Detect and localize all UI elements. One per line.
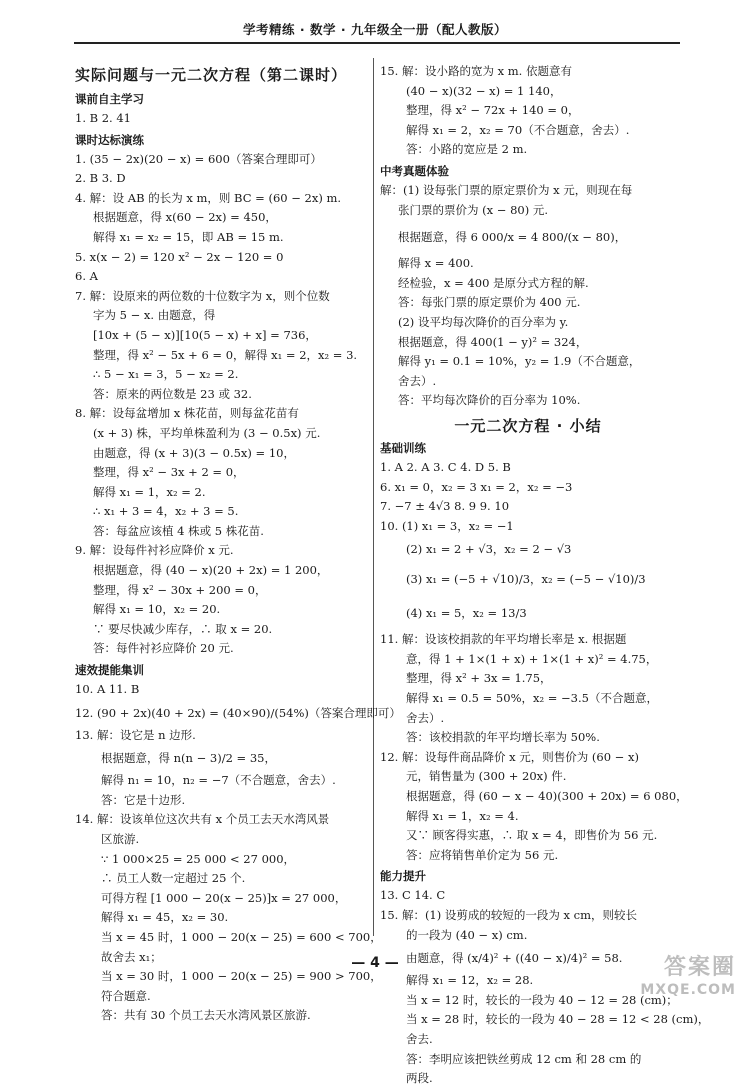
answer-line: 5. x(x − 2) = 120 x² − 2x − 120 = 0: [75, 249, 284, 264]
answer-line: 答：该校捐款的年平均增长率为 50%.: [406, 730, 600, 745]
answer-line: ∴ 5 − x₁ = 3，5 − x₂ = 2.: [93, 367, 239, 382]
answer-line: 区旅游.: [101, 832, 140, 846]
skills-list: [75, 680, 401, 1026]
answer-line: 由题意，得 (x/4)² + ((40 − x)/4)² = 58.: [406, 951, 623, 966]
answer-line: 11. 解：设该校捐款的年平均增长率是 x. 根据题: [380, 632, 627, 647]
problem-15-list: [380, 62, 676, 160]
answer-line: 1. (35 − 2x)(20 − x) = 600（答案合理即可）: [75, 151, 322, 166]
answer-line: 整理，得 x² − 30x + 200 = 0，: [93, 582, 267, 597]
answer-line: (4) x₁ = 5，x₂ = 13/3: [406, 606, 527, 621]
answer-line: 舍去）.: [398, 373, 437, 388]
answer-line: 答：李明应该把铁丝剪成 12 cm 和 28 cm 的: [406, 1051, 642, 1066]
answer-line: 10. A 11. B: [75, 682, 140, 697]
section-heading-practice: 课时达标演练: [75, 132, 144, 147]
watermark-logo: [618, 956, 736, 1008]
answer-line: 答：每件衬衫应降价 20 元.: [93, 641, 234, 656]
page-header: 学考精练 · 数学 · 九年级全一册（配人教版）: [243, 22, 507, 37]
answer-line: 根据题意，得 6 000/x = 4 800/(x − 80)，: [398, 230, 627, 245]
answer-line: 舍去）.: [406, 710, 445, 725]
answer-line: 13. 解：设它是 n 边形.: [75, 727, 196, 742]
column-divider: [373, 58, 374, 936]
answer-line: 字为 5 − x. 由题意，得: [93, 308, 216, 323]
answer-line: 1. A 2. A 3. C 4. D 5. B: [380, 459, 511, 474]
answer-line: 解得 x₁ = 10，x₂ = 20.: [93, 602, 221, 617]
section-heading-advanced: 能力提升: [380, 869, 426, 884]
answer-line: ∴ x₁ + 3 = 4，x₂ + 3 = 5.: [93, 504, 239, 519]
answer-line: [10x + (5 − x)][10(5 − x) + x] = 736，: [93, 327, 317, 342]
answer-line: 整理，得 x² − 5x + 6 = 0，解得 x₁ = 2，x₂ = 3.: [93, 347, 358, 362]
answer-line: 7. −7 ± 4√3 8. 9 9. 10: [380, 499, 510, 514]
answer-line: 根据题意，得 (40 − x)(20 + 2x) = 1 200，: [93, 563, 329, 578]
answer-line: 6. A: [75, 269, 98, 284]
answer-line: 当 x = 30 时，1 000 − 20(x − 25) = 900 > 700，: [101, 969, 382, 984]
answer-line: 答：应将销售单价定为 56 元.: [406, 847, 559, 862]
answer-line: 答：原来的两位数是 23 或 32.: [93, 386, 252, 401]
answer-line: 根据题意，得 x(60 − 2x) = 450，: [93, 210, 277, 225]
answer-line: 根据题意，得 400(1 − y)² = 324，: [398, 334, 588, 349]
practice-list: [75, 150, 367, 659]
answer-line: (40 − x)(32 − x) = 1 140，: [406, 83, 562, 98]
answer-line: 解得 x₁ = 45，x₂ = 30.: [101, 910, 229, 925]
answer-line: 解得 x₁ = 2，x₂ = 70（不合题意，舍去）.: [406, 122, 630, 137]
answer-line: 解得 x = 400.: [398, 256, 474, 271]
basic-list: [380, 458, 688, 866]
answer-line: 12. (90 + 2x)(40 + 2x) = (40×90)/(54%)（答案合理即可）: [75, 705, 401, 720]
answer-line: 15. 解：设小路的宽为 x m. 依题意有: [380, 64, 572, 78]
answer-line: 答：每盆应该植 4 株或 5 株花苗.: [93, 523, 264, 538]
watermark-url: MXQE.COM: [640, 982, 736, 998]
answer-line: 解得 n₁ = 10，n₂ = −7（不合题意，舍去）.: [101, 773, 336, 788]
answer-line: (2) x₁ = 2 + √3，x₂ = 2 − √3: [406, 542, 572, 557]
answer-line: 10. (1) x₁ = 3，x₂ = −1: [380, 518, 514, 533]
answer-line: 解得 x₁ = x₂ = 15，即 AB = 15 m.: [93, 229, 284, 244]
answer-line: 7. 解：设原来的两位数的十位数字为 x，则个位数: [75, 288, 330, 303]
answer-line: 整理，得 x² − 3x + 2 = 0，: [93, 465, 245, 480]
answer-line: 解得 x₁ = 0.5 = 50%，x₂ = −3.5（不合题意，: [406, 691, 658, 706]
answer-line: 答：它是十边形.: [101, 792, 186, 807]
section-heading-exam: 中考真题体验: [380, 163, 449, 178]
answer-line: 15. 解：(1) 设剪成的较短的一段为 x cm，则较长: [380, 908, 638, 922]
answer-line: 元，销售量为 (300 + 20x) 件.: [406, 769, 567, 784]
answer-line: 答：每张门票的原定票价为 400 元.: [398, 295, 581, 310]
section-heading-basic: 基础训练: [380, 440, 426, 455]
answer-line: (3) x₁ = (−5 + √10)/3，x₂ = (−5 − √10)/3: [406, 572, 646, 587]
answer-line: 张门票的票价为 (x − 80) 元.: [398, 202, 549, 217]
answer-line: 1. B 2. 41: [75, 111, 131, 125]
answer-line: 的一段为 (40 − x) cm.: [406, 927, 528, 942]
section-heading-pre-study: 课前自主学习: [75, 92, 144, 106]
answer-line: 可得方程 [1 000 − 20(x − 25)]x = 27 000，: [101, 890, 347, 905]
answer-line: 答：平均每次降价的百分率为 10%.: [398, 393, 581, 408]
answer-line: 当 x = 12 时，较长的一段为 40 − 12 = 28 (cm)；: [406, 992, 678, 1007]
answer-line: 根据题意，得 (60 − x − 40)(300 + 20x) = 6 080，: [406, 789, 688, 804]
answer-line: 解：(1) 设每张门票的原定票价为 x 元，则现在每: [380, 182, 633, 197]
exam-list: [380, 181, 676, 411]
answer-line: (x + 3) 株，平均单株盈利为 (3 − 0.5x) 元.: [93, 425, 321, 440]
answer-line: 答：小路的宽应是 2 m.: [406, 142, 528, 157]
answer-line: 符合题意.: [101, 988, 151, 1003]
answer-line: 由题意，得 (x + 3)(3 − 0.5x) = 10，: [93, 445, 295, 460]
answer-line: 解得 y₁ = 0.1 = 10%，y₂ = 1.9（不合题意，: [398, 354, 641, 369]
left-column: [75, 62, 401, 1026]
answer-line: 故舍去 x₁；: [101, 949, 162, 964]
answer-line: 6. x₁ = 0，x₂ = 3 x₁ = 2，x₂ = −3: [380, 479, 573, 494]
answer-line: 12. 解：设每件商品降价 x 元，则售价为 (60 − x): [380, 749, 639, 764]
header-rule: [74, 42, 680, 44]
answer-line: 解得 x₁ = 1，x₂ = 2.: [93, 484, 206, 499]
answer-line: 当 x = 45 时，1 000 − 20(x − 25) = 600 < 700，: [101, 929, 382, 944]
answer-line: 9. 解：设每件衬衫应降价 x 元.: [75, 543, 234, 558]
answer-line: 4. 解：设 AB 的长为 x m，则 BC = (60 − 2x) m.: [75, 190, 342, 205]
answer-line: 经检验，x = 400 是原分式方程的解.: [398, 275, 589, 290]
answer-line: 13. C 14. C: [380, 888, 446, 903]
answer-line: 当 x = 28 时，较长的一段为 40 − 28 = 12 < 28 (cm)，: [406, 1012, 710, 1027]
answer-line: 整理，得 x² − 72x + 140 = 0，: [406, 103, 580, 118]
answer-line: 答：共有 30 个员工去天水湾风景区旅游.: [101, 1008, 311, 1023]
summary-title: 一元二次方程 · 小结: [454, 416, 602, 435]
answer-line: 根据题意，得 n(n − 3)/2 = 35，: [101, 751, 276, 766]
watermark-title: 答案圈: [663, 955, 736, 980]
answer-line: 解得 x₁ = 1，x₂ = 4.: [406, 808, 519, 823]
answer-line: 整理，得 x² + 3x = 1.75，: [406, 671, 552, 686]
pre-study-list: [75, 109, 367, 129]
answer-line: ∴ 员工人数一定超过 25 个.: [101, 871, 246, 886]
answer-line: 2. B 3. D: [75, 171, 126, 186]
answer-line: 两段.: [406, 1071, 433, 1086]
section-title: 实际问题与一元二次方程（第二课时）: [75, 66, 348, 84]
answer-line: 又∵ 顾客得实惠，∴ 取 x = 4，即售价为 56 元.: [406, 828, 658, 843]
answer-line: 意，得 1 + 1×(1 + x) + 1×(1 + x)² = 4.75，: [406, 651, 658, 666]
answer-line: ∵ 1 000×25 = 25 000 < 27 000，: [101, 851, 296, 866]
answer-line: 舍去.: [406, 1031, 433, 1046]
answer-line: 8. 解：设每盆增加 x 株花苗，则每盆花苗有: [75, 406, 299, 421]
answer-line: ∵ 要尽快减少库存，∴ 取 x = 20.: [93, 621, 273, 636]
section-heading-skills: 速效提能集训: [75, 663, 144, 678]
answer-line: 解得 x₁ = 12，x₂ = 28.: [406, 973, 534, 988]
answer-line: (2) 设平均每次降价的百分率为 y.: [398, 314, 569, 329]
page-number: — 4 —: [351, 955, 399, 971]
answer-line: 14. 解：设该单位这次共有 x 个员工去天水湾风景: [75, 812, 330, 827]
